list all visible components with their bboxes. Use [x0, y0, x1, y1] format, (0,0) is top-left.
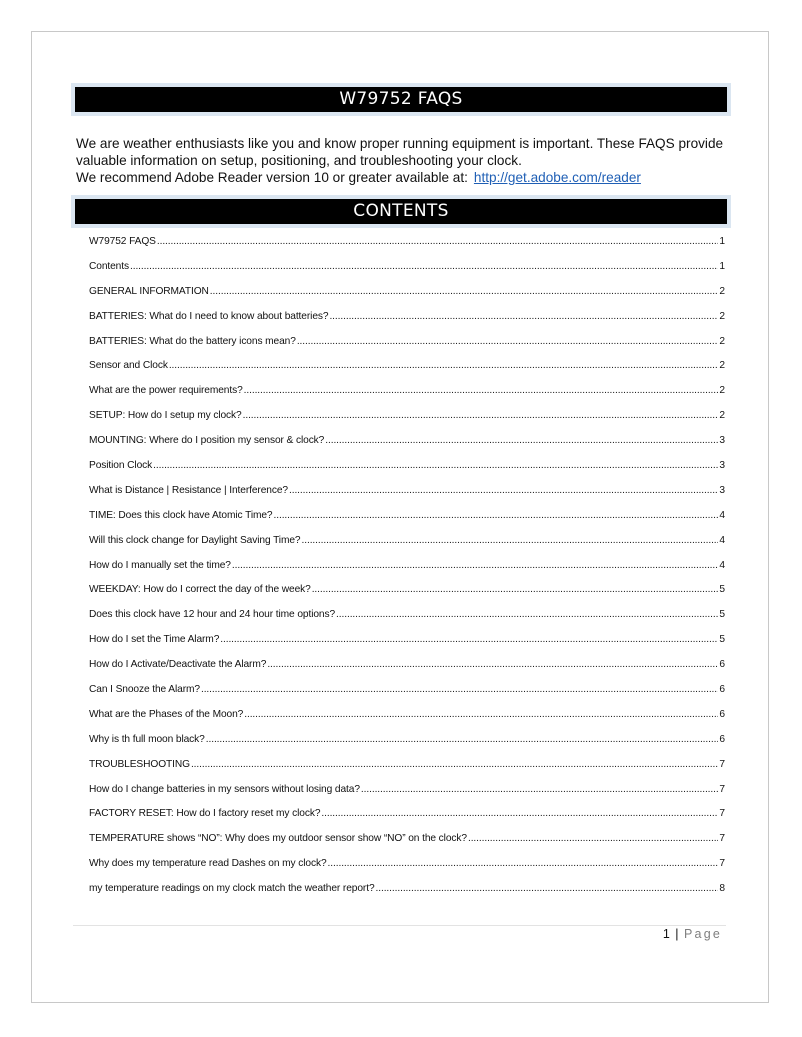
intro-paragraph: We are weather enthusiasts like you and know proper running equipment is important. These FAQS provide valuable information on setup, positioning, and troubleshooting your clock. [76, 136, 724, 168]
toc-entry-title: TEMPERATURE shows “NO”: Why does my outdoor sensor show “NO” on the clock? [89, 833, 467, 845]
toc-dot-leader [243, 410, 719, 421]
toc-entry[interactable] [89, 709, 725, 734]
toc-entry[interactable] [89, 659, 725, 684]
toc-dot-leader [157, 236, 719, 247]
toc-entry-page: 2 [719, 335, 725, 347]
toc-entry[interactable] [89, 784, 725, 809]
toc-entry-page: 4 [719, 559, 725, 571]
toc-entry[interactable] [89, 385, 725, 410]
toc-entry[interactable] [89, 858, 725, 883]
toc-entry-title: Will this clock change for Daylight Saving Time? [89, 534, 301, 546]
toc-entry[interactable] [89, 560, 725, 585]
toc-dot-leader [312, 584, 719, 595]
toc-entry[interactable] [89, 236, 725, 261]
page-footer [663, 927, 722, 941]
toc-entry[interactable] [89, 833, 725, 858]
toc-entry[interactable] [89, 535, 725, 560]
toc-entry-page: 2 [719, 310, 725, 322]
toc-entry[interactable] [89, 286, 725, 311]
toc-entry-page: 7 [719, 758, 725, 770]
toc-entry[interactable] [89, 311, 725, 336]
toc-entry-title: Can I Snooze the Alarm? [89, 684, 200, 696]
toc-dot-leader [336, 609, 718, 620]
toc-entry-page: 5 [719, 584, 725, 596]
toc-entry-page: 4 [719, 534, 725, 546]
toc-entry-page: 6 [719, 733, 725, 745]
toc-entry-page: 8 [719, 883, 725, 895]
toc-entry[interactable] [89, 435, 725, 460]
toc-dot-leader [130, 261, 718, 272]
toc-entry-title: How do I Activate/Deactivate the Alarm? [89, 659, 267, 671]
toc-entry-title: What are the Phases of the Moon? [89, 708, 244, 720]
toc-dot-leader [321, 808, 718, 819]
toc-entry-title: Why does my temperature read Dashes on my clock? [89, 858, 327, 870]
toc-dot-leader [325, 435, 718, 446]
toc-dot-leader [169, 360, 719, 371]
toc-dot-leader [232, 560, 719, 571]
toc-entry[interactable] [89, 410, 725, 435]
toc-entry[interactable] [89, 883, 725, 908]
toc-entry-page: 5 [719, 609, 725, 621]
toc-entry[interactable] [89, 684, 725, 709]
toc-entry-title: BATTERIES: What do the battery icons mean? [89, 335, 296, 347]
toc-entry[interactable] [89, 485, 725, 510]
toc-entry-page: 6 [719, 708, 725, 720]
footer-separator: | [675, 927, 680, 941]
toc-entry-title: Position Clock [89, 460, 153, 472]
toc-entry-page: 6 [719, 684, 725, 696]
toc-dot-leader [191, 759, 718, 770]
toc-entry-title: BATTERIES: What do I need to know about batteries? [89, 310, 329, 322]
document-title: W79752 FAQS [75, 87, 727, 112]
toc-dot-leader [361, 784, 719, 795]
toc-entry[interactable] [89, 460, 725, 485]
toc-entry-title: GENERAL INFORMATION [89, 285, 209, 297]
toc-entry-page: 2 [719, 385, 725, 397]
toc-entry-title: What is Distance | Resistance | Interference? [89, 484, 288, 496]
toc-entry[interactable] [89, 261, 725, 286]
toc-entry-page: 7 [719, 858, 725, 870]
toc-dot-leader [376, 883, 719, 894]
page-label: Page [684, 927, 722, 941]
toc-entry-title: Contents [89, 260, 129, 272]
toc-dot-leader [244, 385, 719, 396]
toc-entry-title: Does this clock have 12 hour and 24 hour time options? [89, 609, 336, 621]
toc-entry[interactable] [89, 734, 725, 759]
toc-dot-leader [329, 311, 718, 322]
toc-entry-page: 3 [719, 460, 725, 472]
toc-dot-leader [210, 286, 719, 297]
toc-entry[interactable] [89, 759, 725, 784]
toc-entry-title: How do I set the Time Alarm? [89, 634, 220, 646]
toc-entry-page: 3 [719, 435, 725, 447]
toc-entry-page: 6 [719, 659, 725, 671]
toc-dot-leader [244, 709, 718, 720]
toc-entry-page: 2 [719, 285, 725, 297]
reader-recommendation-text: We recommend Adobe Reader version 10 or greater available at: [76, 170, 468, 185]
toc-entry-title: TIME: Does this clock have Atomic Time? [89, 509, 273, 521]
toc-entry-page: 2 [719, 360, 725, 372]
contents-heading: CONTENTS [75, 199, 727, 224]
toc-entry-title: What are the power requirements? [89, 385, 243, 397]
toc-entry-title: MOUNTING: Where do I position my sensor & clock? [89, 435, 325, 447]
toc-entry[interactable] [89, 634, 725, 659]
footer-divider [73, 925, 726, 926]
toc-entry-title: How do I manually set the time? [89, 559, 231, 571]
table-of-contents [89, 236, 725, 908]
toc-entry-title: FACTORY RESET: How do I factory reset my clock? [89, 808, 321, 820]
toc-entry-title: Why is th full moon black? [89, 733, 205, 745]
toc-entry-title: SETUP: How do I setup my clock? [89, 410, 242, 422]
toc-dot-leader [220, 634, 718, 645]
toc-entry[interactable] [89, 336, 725, 361]
adobe-reader-link[interactable]: http://get.adobe.com/reader [473, 170, 641, 185]
toc-dot-leader [201, 684, 718, 695]
toc-dot-leader [289, 485, 718, 496]
title-banner [71, 83, 731, 116]
toc-dot-leader [274, 510, 719, 521]
toc-dot-leader [328, 858, 719, 869]
toc-dot-leader [153, 460, 718, 471]
page-number: 1 [662, 927, 671, 941]
toc-entry-page: 7 [719, 833, 725, 845]
contents-banner [71, 195, 731, 228]
intro-text [76, 135, 726, 186]
toc-entry-page: 7 [719, 808, 725, 820]
toc-entry-page: 2 [719, 410, 725, 422]
toc-entry-title: W79752 FAQS [89, 236, 156, 247]
toc-entry-page: 1 [719, 236, 725, 247]
toc-entry-page: 5 [719, 634, 725, 646]
toc-entry-page: 4 [719, 509, 725, 521]
reader-recommendation [76, 169, 726, 186]
toc-entry[interactable] [89, 609, 725, 634]
toc-entry[interactable] [89, 360, 725, 385]
toc-entry[interactable] [89, 510, 725, 535]
toc-entry-title: WEEKDAY: How do I correct the day of the week? [89, 584, 311, 596]
toc-entry-page: 7 [719, 783, 725, 795]
toc-dot-leader [297, 336, 719, 347]
toc-entry[interactable] [89, 584, 725, 609]
toc-dot-leader [468, 833, 718, 844]
toc-entry[interactable] [89, 808, 725, 833]
toc-entry-page: 1 [719, 260, 725, 272]
toc-dot-leader [267, 659, 718, 670]
toc-dot-leader [206, 734, 719, 745]
toc-entry-title: my temperature readings on my clock match the weather report? [89, 883, 375, 895]
toc-dot-leader [302, 535, 719, 546]
toc-entry-title: How do I change batteries in my sensors without losing data? [89, 783, 360, 795]
toc-entry-title: Sensor and Clock [89, 360, 168, 372]
toc-entry-title: TROUBLESHOOTING [89, 758, 190, 770]
toc-entry-page: 3 [719, 484, 725, 496]
